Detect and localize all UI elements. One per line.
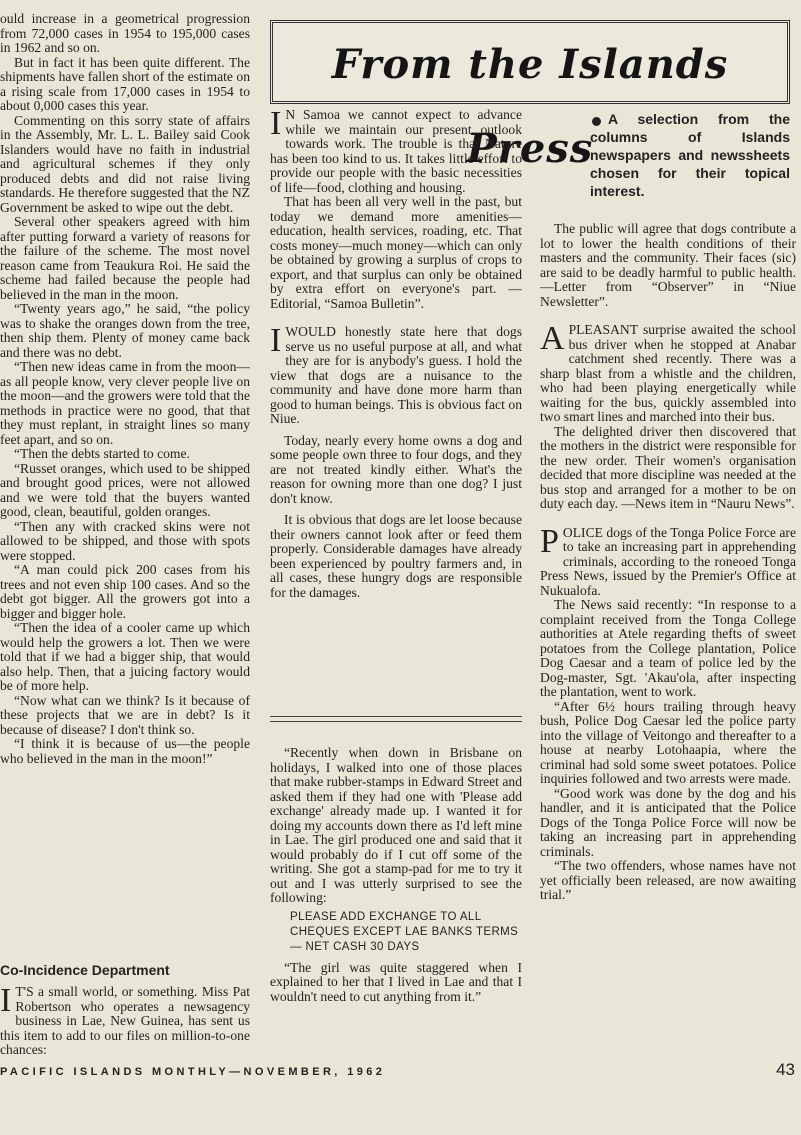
article-text: T'S a small world, or something. Miss Pat Robertson who operates a newsagency business in Lae, New Guinea, has sent us this item to add to our files on million-to-one chances: (0, 984, 250, 1057)
paragraph: It is obvious that dogs are let loose because their owners cannot look after or feed them properly. Considerable damages have already been experienced by poultry farmers and, in all cases, these hungry dogs are responsible for the damages. (270, 512, 522, 600)
paragraph: “A man could pick 200 cases from his trees and not even ship 100 cases. And so the debt got bigger. All the growers got into a bigger and bigger hole. (0, 562, 250, 621)
paragraph: “Good work was done by the dog and his handler, and it is anticipated that the Police Dogs of the Tonga Police Force will now be taking an increasing part in apprehending criminals. (540, 785, 796, 859)
drop-cap: P (540, 522, 559, 560)
paragraph: “Then new ideas came in from the moon—as all people know, very clever people live on the moon—and the growers were told that the methods in practice were no good, that that they must replant, in straight lines so many feet apart, and so on. (0, 359, 250, 447)
paragraph: “Then the debts started to come. (14, 446, 190, 461)
paragraph: “The girl was quite staggered when I explained to her that I lived in Lae and that I wouldn't need to cut anything from it.” (270, 959, 522, 1004)
article-text: WOULD honestly state here that dogs serve us no useful purpose at all, and what they are for is anybody's guess. I hold the view that dogs are a nuisance to the community and have done more harm than good to human beings. This is obvious fact on Niue. (270, 324, 522, 426)
paragraph: “The two offenders, whose names have not yet officially been released, are now awaiting trial.” (540, 858, 796, 902)
drop-cap: I (270, 105, 282, 142)
paragraph: “Now what can we think? Is it because of these projects that we are in debt? Is it because of disease? I don't think so. (0, 692, 250, 737)
column-middle (270, 105, 522, 600)
drop-cap: A (540, 320, 565, 357)
paragraph: “Recently when down in Brisbane on holidays, I walked into one of those places that make rubber-stamps in Edward Street and asked them if they had one with 'Please add exchange' already made up. I wanted it for doing my accounts down there as I'd left mine in Lae. The girl produced one and said that it would probably do if I cut off some of the writing. She got a stamp-pad for me to try it out and I was utterly surprised to see the following: (270, 745, 522, 905)
divider-rule (270, 716, 522, 722)
paragraph: The public will agree that dogs contribute a lot to lower the health conditions of their masters and the community. Their faces (sic) are said to be deadly harmful to public health. —Letter from “Observer” in “Niue Newsletter”. (540, 221, 796, 309)
rubber-stamp-text: PLEASE ADD EXCHANGE TO ALL CHEQUES EXCEPT LAE BANKS TERMS — NET CASH 30 DAYS (290, 910, 519, 953)
column-right (540, 222, 796, 903)
paragraph: ould increase in a geometrical progression from 72,000 cases in 1954 to 195,000 cases in 1962 and so on. (0, 11, 250, 55)
paragraph: Commenting on this sorry state of affairs in the Assembly, Mr. L. L. Bailey said Cook Islanders would have no faith in industrial and agricultural schemes if they only produced debts and did not raise living standards. He therefore suggested that the NZ Government be asked to wipe out the debt. (0, 112, 250, 215)
brisbane-article (270, 746, 522, 1004)
standfirst: A selection from the columns of Islands newspapers and newssheets chosen for their topical interest. (590, 111, 790, 199)
drop-cap: I (0, 982, 12, 1019)
article-text: PLEASANT surprise awaited the school bus driver when he stopped at Anabar catchment shed recently. There was a sharp blast from a whistle and the children, who had been playing energetically while waiting for the bus, quickly assembled into two smart lines and marched into their bus. (540, 322, 796, 424)
paragraph: But in fact it has been quite different. The shipments have fallen short of the estimate on a rising scale from 17,000 cases in 1954 to about 0,000 cases this year. (0, 54, 250, 113)
paragraph: Today, nearly every home owns a dog and some people own three to four dogs, and they are not treated kindly either. What's the reason for owning more than one dog? I just don't know. (270, 432, 522, 506)
paragraph: “After 6½ hours trailing through heavy bush, Police Dog Caesar led the police party into the village of Veitongo and thereafter to a house at nearby Lotohaapia, where the criminal had sold some sweet potatoes. Police inquiries followed and two arrests were made. (540, 698, 796, 786)
drop-cap: I (270, 322, 282, 359)
paragraph: “I think it is because of us—the people who believed in the man in the moon!” (0, 736, 250, 766)
article-text: N Samoa we cannot expect to advance while we maintain our present outlook towards work. The trouble is that Nature has been too kind to us. It takes little effort to provide our people with the basic necessities of life—food, clothing and housing. (270, 107, 522, 195)
paragraph: The News said recently: “In response to a complaint received from the Tonga College authorities at Atele regarding thefts of sweet potatoes from the College plantation, Police Dog Caesar and a team of police led by the Dog-master, Sgt. 'Akau'ola, after inspecting the plantation, went to work. (540, 597, 796, 699)
page-number: 43 (776, 1060, 795, 1079)
column-left (0, 12, 250, 766)
paragraph: “Then any with cracked skins were not allowed to be shipped, and those with spots were stopped. (0, 518, 250, 563)
section-heading: Co-Incidence Department (0, 962, 170, 978)
masthead-title: From the Islands Press (331, 41, 729, 172)
paragraph: “Then the idea of a cooler came up which would help the growers a lot. Then we were told that if we had a bigger ship, that would also help. Then, that a juicing factory would be of more help. (0, 620, 250, 693)
paragraph: “Twenty years ago,” he said, “the policy was to shake the oranges down from the tree, then ship them. Plenty of money came back and there was no debt. (0, 301, 250, 360)
paragraph: “Russet oranges, which used to be shipped and brought good prices, were not allowed and we were told that the buyers wanted good, clean, beautiful, golden oranges. (0, 460, 250, 519)
article-text: OLICE dogs of the Tonga Police Force are to take an increasing part in apprehending criminals, according to the roneoed Tonga Press News, issued by the Premier's Office at Nukualofa. (540, 524, 796, 598)
coincidence-article (0, 982, 250, 1058)
paragraph: That has been all very well in the past, but today we demand more amenities—education, health services, roading, etc. That costs money—much money—which can only be obtained by growing a surplus of crops to export, and that surplus can only be obtained by extra effort on everyone's part. — Editorial, “Samoa Bulletin”. (270, 194, 522, 311)
paragraph: Several other speakers agreed with him after putting forward a variety of reasons for the failure of the scheme. The most novel reason came from Teaukura Roi. He said the scheme had failed because the people had believed in the man in the moon. (0, 214, 250, 302)
page-footer: PACIFIC ISLANDS MONTHLY—NOVEMBER, 1962 (0, 1066, 386, 1078)
paragraph: The delighted driver then discovered that the mothers in the district were responsible for the new order. Their women's organisation decided that more discipline was needed at the bus stop and arranged for a mother to be on duty each day. —News item in “Nauru News”. (540, 423, 796, 511)
